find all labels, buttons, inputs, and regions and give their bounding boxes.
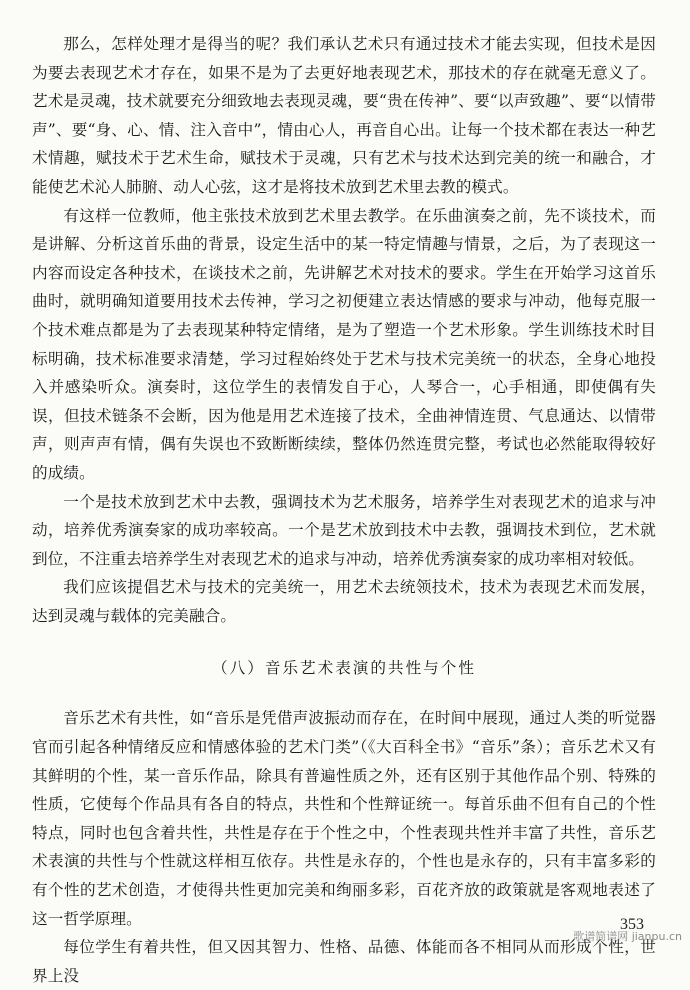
paragraph-2: 有这样一位教师，他主张技术放到艺术里去教学。在乐曲演奏之前，先不谈技术，而是讲解、分析这首乐曲的背景，设定生活中的某一特定情趣与情景，之后，为了表现这一内容而设定各种技术，在谈技术之前，先讲解艺术对技术的要求。学生在开始学习这首乐曲时，就明确知道要用技术去传神，学习之初便建立表达情感的要求与冲动，他每克服一个技术难点都是为了去表现某种特定情绪，是为了塑造一个艺术形象。学生训练技术时目标明确，技术标准要求清楚，学习过程始终处于艺术与技术完美统一的状态，全身心地投入并感染听众。演奏时，这位学生的表情发自于心，人琴合一，心手相通，即使偶有失误，但技术链条不会断，因为他是用艺术连接了技术，全曲神情连贯、气息通达、以情带声，则声声有情，偶有失误也不致断断续续，整体仍然连贯完整，考试也必然能取得较好的成绩。 xyxy=(32,206,656,482)
paragraph-5: 音乐艺术有共性，如“音乐是凭借声波振动而存在，在时间中展现，通过人类的听觉器官而引起各种情绪反应和情感体验的艺术门类”（《大百科全书》“音乐”条）；音乐艺术又有其鲜明的个性，某一音乐作品，除具有普遍性质之外，还有区别于其他作品个别、特殊的性质，它使每个作品具有各自的特点，共性和个性辩证统一。每首乐曲不但有自己的个性特点，同时也包含着共性，共性是存在于个性之中，个性表现共性并丰富了共性，音乐艺术表演的共性与个性就这样相互依存。共性是永存的，个性也是永存的，只有丰富多彩的有个性的艺术创造，才使得共性更加完美和绚丽多彩，百花齐放的政策就是客观地表述了这一哲学原理。 xyxy=(32,709,656,928)
document-page xyxy=(32,30,656,990)
site-watermark: 歌谱简谱网 jianpu.cn xyxy=(573,930,682,943)
page-number: 353 xyxy=(620,916,644,933)
paragraph-1: 那么，怎样处理才是得当的呢？我们承认艺术只有通过技术才能去实现，但技术是因为要去表现艺术才存在，如果不是为了去更好地表现艺术，那技术的存在就毫无意义了。艺术是灵魂，技术就要充分细致地去表现灵魂，要“贵在传神”、要“以声致趣”、要“以情带声”、要“身、心、情、注入音中”，情由心人，再音自心出。让每一个技术都在表达一种艺术情趣，赋技术于艺术生命，赋技术于灵魂，只有艺术与技术达到完美的统一和融合，才能使艺术沁人肺腑、动人心弦，这才是将技术放到艺术里去教的模式。 xyxy=(32,35,656,196)
paragraph-3: 一个是技术放到艺术中去教，强调技术为艺术服务，培养学生对表现艺术的追求与冲动，培养优秀演奏家的成功率较高。一个是艺术放到技术中去教，强调技术到位，艺术就到位，不注重去培养学生对表现艺术的追求与冲动，培养优秀演奏家的成功率相对较低。 xyxy=(32,492,656,568)
section-heading: （八）音乐艺术表演的共性与个性 xyxy=(212,659,476,678)
paragraph-4: 我们应该提倡艺术与技术的完美统一，用艺术去统领技术，技术为表现艺术而发展，达到灵魂与载体的完美融合。 xyxy=(32,578,656,625)
paragraph-6: 每位学生有着共性，但又因其智力、性格、品德、体能而各不相同从而形成个性，世界上没 xyxy=(32,938,656,985)
